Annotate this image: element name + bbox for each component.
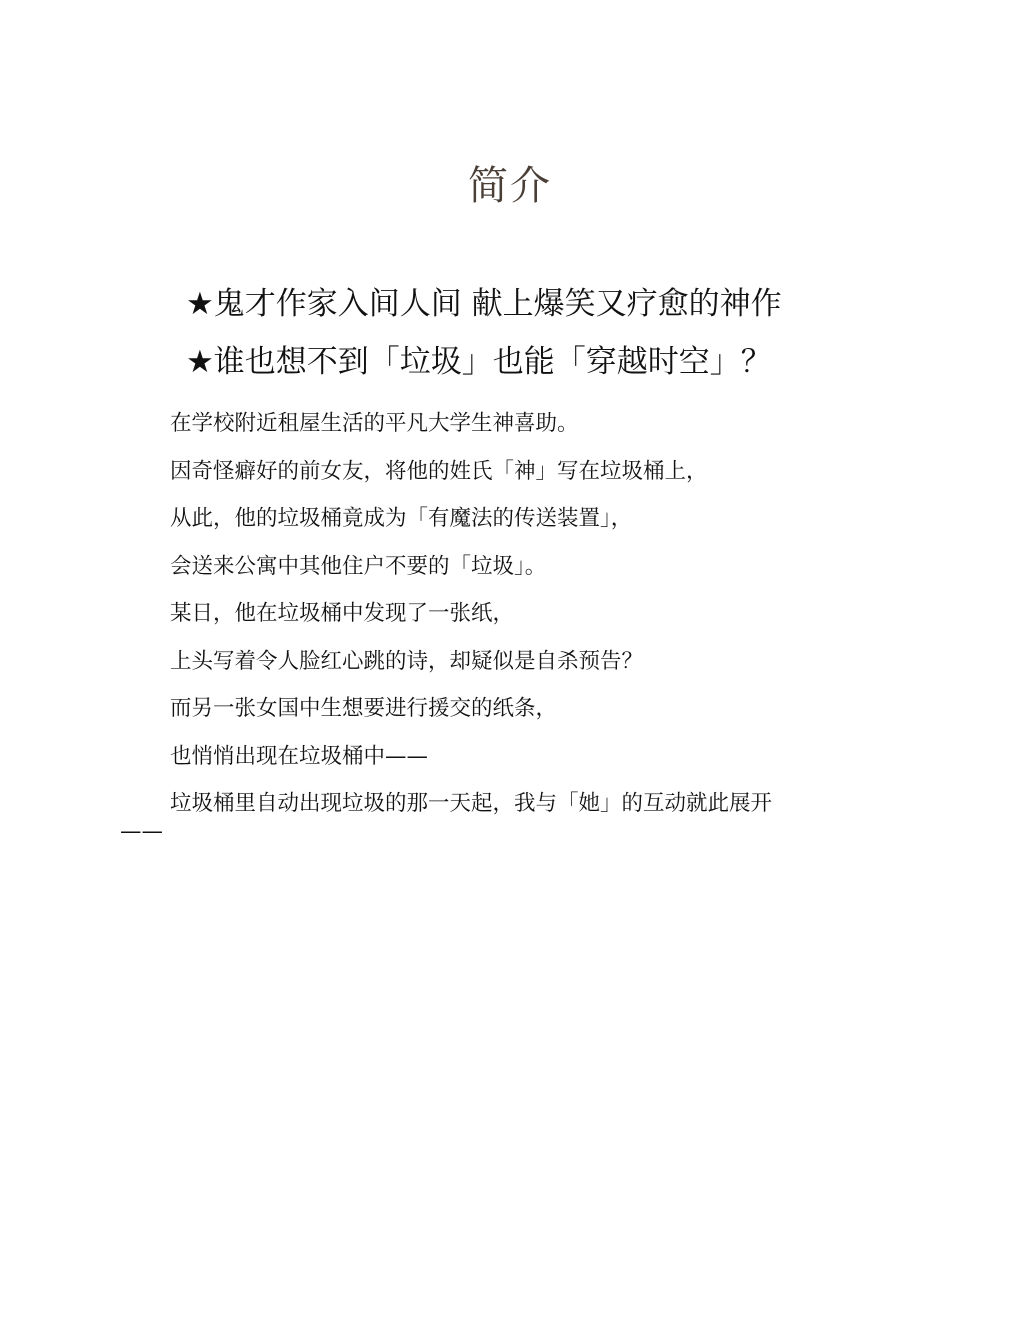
synopsis-paragraph: 会送来公寓中其他住户不要的「垃圾」。	[170, 553, 547, 579]
highlight-line: ★鬼才作家入间人间 献上爆笑又疗愈的神作	[186, 286, 782, 322]
synopsis-paragraph: 上头写着令人脸红心跳的诗，却疑似是自杀预告？	[170, 648, 644, 674]
synopsis-paragraph: 而另一张女国中生想要进行援交的纸条，	[170, 696, 558, 721]
synopsis-body	[170, 400, 890, 828]
synopsis-paragraph: 在学校附近租屋生活的平凡大学生神喜助。	[170, 411, 579, 436]
synopsis-paragraph: 因奇怪癖好的前女友，将他的姓氏「神」写在垃圾桶上，	[170, 458, 708, 484]
highlight-line: ★谁也想不到「垃圾」也能「穿越时空」？	[186, 344, 772, 380]
paragraph-continuation: ——	[120, 819, 163, 844]
synopsis-paragraph: 从此，他的垃圾桶竟成为「有魔法的传送装置」，	[170, 506, 633, 531]
synopsis-paragraph: 某日，他在垃圾桶中发现了一张纸，	[170, 601, 515, 626]
synopsis-paragraph: 也悄悄出现在垃圾桶中——	[170, 743, 429, 769]
page-title: 简介	[468, 163, 552, 209]
synopsis-paragraph: 垃圾桶里自动出现垃圾的那一天起，我与「她」的互动就此展开	[170, 791, 773, 816]
